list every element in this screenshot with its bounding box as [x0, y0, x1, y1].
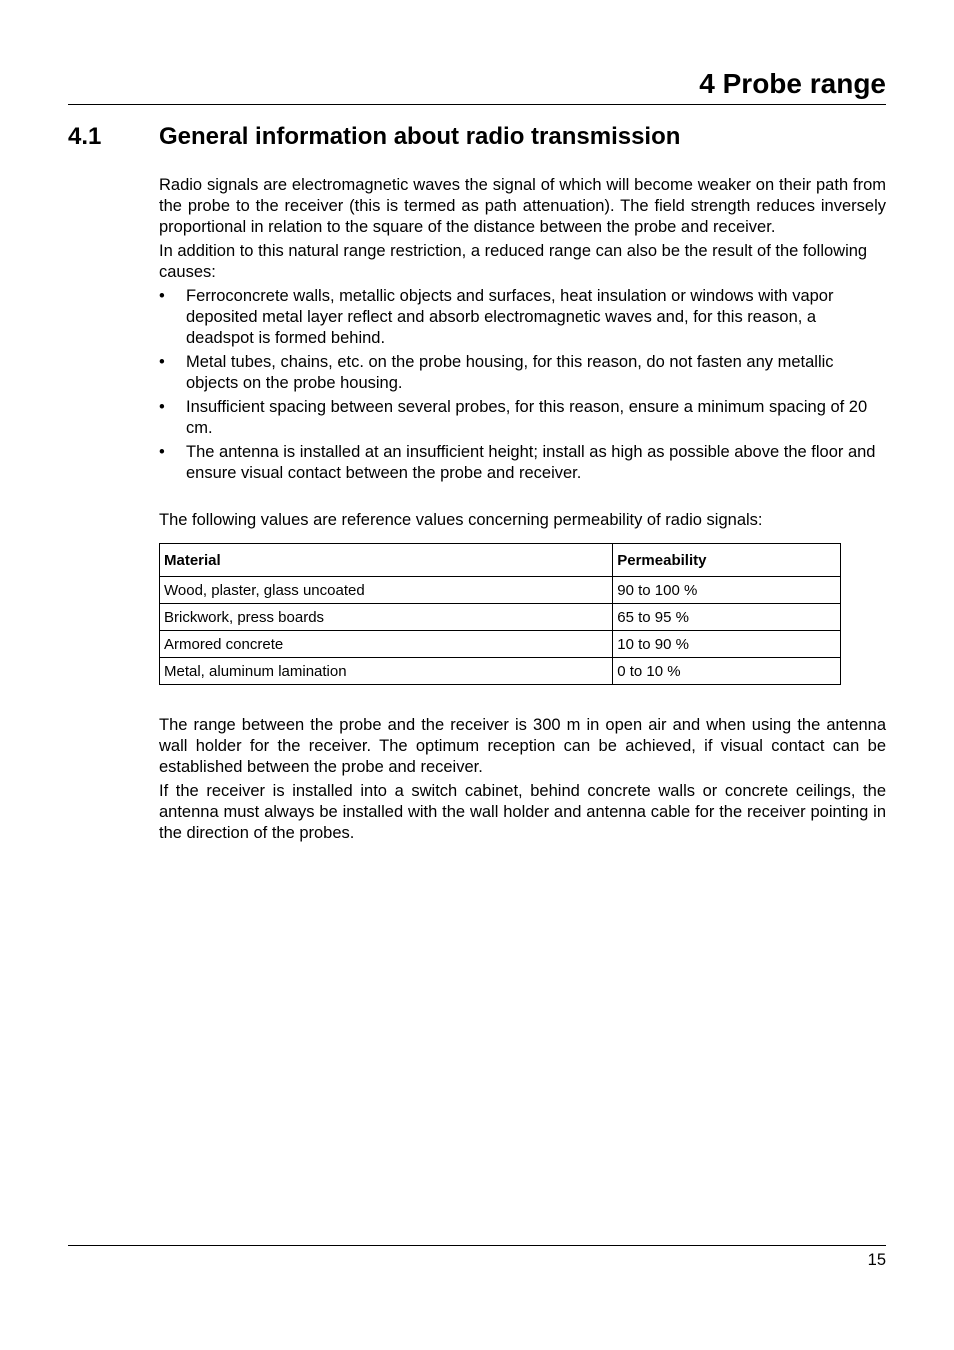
paragraph-radio-signals: Radio signals are electromagnetic waves the signal of which will become weaker on their path from the probe to the receiver (this is termed as path attenuation). The field strength reduces inversely proportional in relation to the square of the distance between the probe and receiver. [159, 176, 886, 236]
table-row [160, 658, 841, 685]
table-cell-permeability: 0 to 10 % [613, 658, 841, 685]
list-item-text: The antenna is installed at an insufficient height; install as high as possible above the floor and ensure visual contact between the probe and receiver. [186, 443, 876, 482]
table-cell-permeability: 90 to 100 % [613, 577, 841, 604]
list-item-text: Ferroconcrete walls, metallic objects and surfaces, heat insulation or windows with vapor deposited metal layer reflect and absorb electromagnetic waves and, for this reason, a deadspot is formed behind. [186, 287, 834, 347]
column-header-material: Material [160, 544, 613, 577]
causes-list [159, 286, 886, 487]
permeability-table [159, 543, 841, 685]
list-item [159, 286, 886, 349]
bullet-icon: • [159, 287, 165, 305]
paragraph-switch-cabinet: If the receiver is installed into a switch cabinet, behind concrete walls or concrete ceilings, the antenna must always be installed with the wall holder and antenna cable for the receiver pointing in the direction of the probes. [159, 782, 886, 842]
table-cell-material: Brickwork, press boards [160, 604, 613, 631]
table-cell-material: Armored concrete [160, 631, 613, 658]
bullet-icon: • [159, 443, 165, 461]
page-number: 15 [867, 1251, 886, 1269]
table-cell-permeability: 10 to 90 % [613, 631, 841, 658]
header-divider [68, 104, 886, 105]
list-item-text: Insufficient spacing between several probes, for this reason, ensure a minimum spacing of 20 cm. [186, 398, 868, 437]
table-cell-permeability: 65 to 95 % [613, 604, 841, 631]
list-item [159, 397, 886, 439]
footer-divider [68, 1245, 886, 1246]
paragraph-range-open-air: The range between the probe and the receiver is 300 m in open air and when using the antenna wall holder for the receiver. The optimum reception can be achieved, if visual contact can be established between the probe and receiver. [159, 716, 886, 776]
table-cell-material: Wood, plaster, glass uncoated [160, 577, 613, 604]
chapter-title: 4 Probe range [699, 68, 886, 99]
table-header-row [160, 544, 841, 577]
column-header-permeability: Permeability [613, 544, 841, 577]
list-item [159, 442, 886, 484]
table-cell-material: Metal, aluminum lamination [160, 658, 613, 685]
section-title: General information about radio transmission [159, 123, 681, 150]
list-item-text: Metal tubes, chains, etc. on the probe housing, for this reason, do not fasten any metallic objects on the probe housing. [186, 353, 834, 392]
bullet-icon: • [159, 353, 165, 371]
section-number: 4.1 [68, 123, 102, 150]
paragraph-range-restriction: In addition to this natural range restriction, a reduced range can also be the result of the following causes: [159, 242, 868, 281]
paragraph-reference-values: The following values are reference values concerning permeability of radio signals: [159, 511, 763, 529]
table-row [160, 631, 841, 658]
list-item [159, 352, 886, 394]
table-row [160, 577, 841, 604]
table-row [160, 604, 841, 631]
bullet-icon: • [159, 398, 165, 416]
